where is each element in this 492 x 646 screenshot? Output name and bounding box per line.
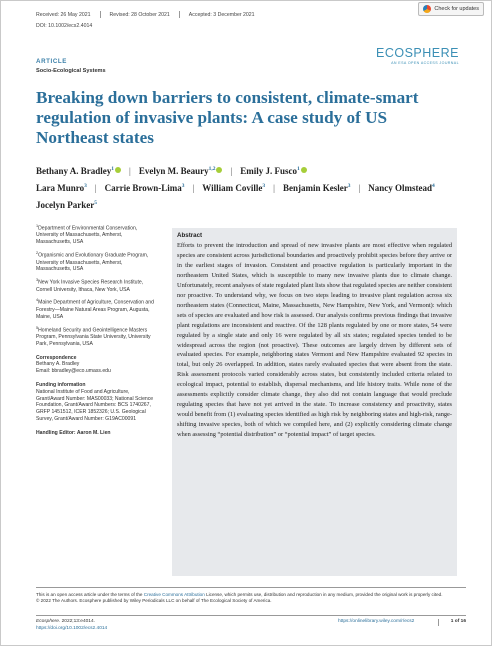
affiliation: [36, 325, 156, 348]
author-name[interactable]: [202, 183, 265, 193]
author-name-text: Carrie Brown-Lima: [104, 183, 182, 193]
affiliation: [36, 297, 156, 320]
author-affiliation-marker: 3: [347, 183, 351, 189]
affiliation-number: 2: [36, 251, 39, 256]
journal-name: ECOSPHERE: [376, 46, 459, 60]
crossmark-icon: [423, 5, 431, 13]
author-name[interactable]: [240, 166, 307, 176]
license-suffix: License, which permits use, distribution and reproduction in any medium, provided the original work is properly cited.: [204, 592, 443, 597]
article-section: Socio-Ecological Systems: [36, 68, 106, 74]
author-separator: |: [358, 183, 361, 193]
author-name[interactable]: [105, 183, 185, 193]
license-prefix: This is an open access article under the terms of the: [36, 592, 144, 597]
page-number: 1 of 16: [450, 619, 466, 624]
abstract-text: Efforts to prevent the introduction and spread of new invasive plants are most effective when regulated species are consistent across jurisdictional boundaries and proactively prohibit species before they arrive or in the earliest stages of invasion. Consistent and proactive regulation is particularly important in the northeastern United States, which is susceptible to many new invasive plants due to climate change. Unfortunately, recent analyses of state regulated plant lists show that regulated species are neither consistent nor proactive. To understand why, we focus on two steps leading to invasive plant regulation across six northeastern states (Connecticut, Maine, Massachusetts, New Hampshire, New York, and Vermont): which sets of species are evaluated and how risk is assessed. Our analysis confirms previous findings that invasive plant regulations are inconsistent and reactive. Of the 128 plants regulated by one or more states, 54 were regulated by a single state and only 16 were regulated by all six states; regulated species tended to be widespread across the region (not proactive). These outcomes are largely driven by different sets of evaluated species. For example, neighboring states Vermont and New Hampshire evaluated 92 species in total, but only 26 overlapped. In addition, states rarely evaluated species that were absent from the state. Risk assessment protocols varied considerably across states, but consistently included criteria related to ecological impact, potential to establish, dispersal mechanisms, and life history traits. While none of the assessments explicitly consider climate change, they also did not contain language that would preclude regulating species that have not yet arrived in the state. To increase consistency and proactivity, states would benefit from (1) evaluating species identified as high risk by neighboring states and high-risk, range-shifting invasive species, both of which we compiled here, and (2) explicitly considering climate change when assessing “potential distribution” or “potential impact” of target species.: [177, 242, 452, 439]
journal-logo: [376, 46, 459, 65]
author-name[interactable]: [36, 200, 97, 210]
divider: [438, 619, 439, 626]
author-name[interactable]: [36, 183, 87, 193]
affiliation-text: Organismic and Evolutionary Graduate Program, University of Massachusetts, Amherst, Massachusetts, USA: [36, 252, 149, 273]
author-affiliation-marker: 5: [94, 200, 97, 206]
revised-date: Revised: 28 October 2021: [109, 11, 170, 18]
affiliation-text: Maine Department of Agriculture, Conservation and Forestry—Maine Natural Areas Program, Augusta, Maine, USA: [36, 300, 154, 320]
author-affiliation-marker: 4: [432, 183, 435, 189]
correspondence-name: Bethany A. Bradley: [36, 361, 80, 368]
author-name[interactable]: [139, 166, 223, 176]
affiliation-number: 3: [36, 278, 39, 283]
divider: [179, 11, 180, 18]
orcid-icon[interactable]: [216, 167, 222, 173]
author-name-text: Benjamin Kesler: [282, 183, 348, 193]
author-affiliation-marker: 1: [111, 166, 115, 172]
author-name-text: Bethany A. Bradley: [36, 166, 112, 176]
author-name-text: William Coville: [202, 183, 263, 193]
doi[interactable]: DOI: 10.1002/ecs2.4014: [36, 23, 93, 29]
author-list: [36, 162, 466, 213]
author-affiliation-marker: 3: [181, 183, 185, 189]
article-type: ARTICLE: [36, 58, 68, 65]
affiliation: [36, 223, 156, 246]
footer-url[interactable]: https://onlinelibrary.wiley.com/r/ecs2: [338, 619, 415, 624]
author-name-text: Nancy Olmstead: [368, 183, 433, 193]
funding-text: National Institute of Food and Agriculture, Grant/Award Number: MAS00033; National Science Foundation, Grant/Award Numbers: BCS 1740267, GRFP 1451512, ICER 1852326; U.S. Geological Survey, Grant/Award Number: G19AC00091: [36, 388, 154, 422]
author-separator: |: [273, 183, 275, 193]
correspondence-heading: Correspondence: [36, 354, 77, 361]
author-separator: |: [129, 166, 131, 176]
author-name-text: Lara Munro: [36, 183, 85, 193]
author-affiliation-marker: 1: [297, 166, 300, 172]
affiliation-text: New York Invasive Species Research Institute, Cornell University, Ithaca, New York, USA: [36, 279, 144, 293]
affiliation-text: Department of Environmental Conservation, University of Massachusetts, Amherst, Massachusetts, USA: [36, 225, 138, 246]
check-updates-label: Check for updates: [434, 6, 479, 12]
author-name[interactable]: [283, 183, 351, 193]
abstract-heading: Abstract: [177, 232, 203, 239]
orcid-icon[interactable]: [301, 167, 307, 173]
author-affiliation-marker: 3: [84, 183, 87, 189]
affiliation-text: Homeland Security and Geointelligence Masters Program, Pennsylvania State University, University Park, Pennsylvania, USA: [36, 327, 151, 347]
affiliation: [36, 250, 156, 273]
license-link[interactable]: Creative Commons Attribution: [143, 592, 205, 597]
abstract-box: [172, 228, 457, 576]
author-name-text: Evelyn M. Beaury: [138, 166, 209, 176]
article-title: Breaking down barriers to consistent, climate-smart regulation of invasive plants: A case study of US Northeast states: [36, 88, 419, 147]
received-date: Received: 26 May 2021: [36, 11, 91, 18]
author-separator: |: [94, 183, 97, 193]
page-footer: [36, 615, 466, 632]
submission-dates: [36, 11, 412, 18]
author-name[interactable]: [368, 183, 435, 193]
check-updates-button[interactable]: [418, 2, 484, 16]
divider: [100, 11, 101, 18]
orcid-icon[interactable]: [115, 167, 121, 173]
author-separator: |: [192, 183, 195, 193]
affiliation-number: 5: [36, 325, 39, 330]
correspondence-email[interactable]: Email: bbradley@eco.umass.edu: [36, 368, 111, 375]
author-separator: |: [230, 166, 233, 176]
handling-editor: Handling Editor: Aaron M. Lien: [36, 429, 111, 436]
author-name[interactable]: [36, 166, 121, 176]
author-affiliation-marker: 1,2: [208, 166, 216, 172]
author-affiliation-marker: 3: [262, 183, 266, 189]
license-notice: [36, 587, 466, 605]
sidebar-metadata: [36, 223, 156, 437]
affiliation: [36, 277, 156, 293]
footer-journal: Ecosphere: [36, 619, 59, 624]
footer-citation: . 2022;13:e4014.: [58, 619, 95, 624]
journal-tagline: AN ESA OPEN ACCESS JOURNAL: [391, 61, 459, 65]
affiliation-number: 1: [36, 224, 39, 228]
accepted-date: Accepted: 3 December 2021: [188, 11, 255, 18]
author-name-text: Emily J. Fusco: [240, 166, 298, 176]
author-name-text: Jocelyn Parker: [36, 200, 95, 210]
funding-heading: Funding information: [36, 381, 86, 388]
affiliations: [36, 223, 156, 348]
copyright: © 2022 The Authors. Ecosphere published by Wiley Periodicals LLC on behalf of The Ecological Society of America.: [36, 598, 272, 604]
affiliation-number: 4: [36, 298, 39, 303]
footer-doi-link[interactable]: https://doi.org/10.1002/ecs2.4014: [36, 625, 108, 631]
